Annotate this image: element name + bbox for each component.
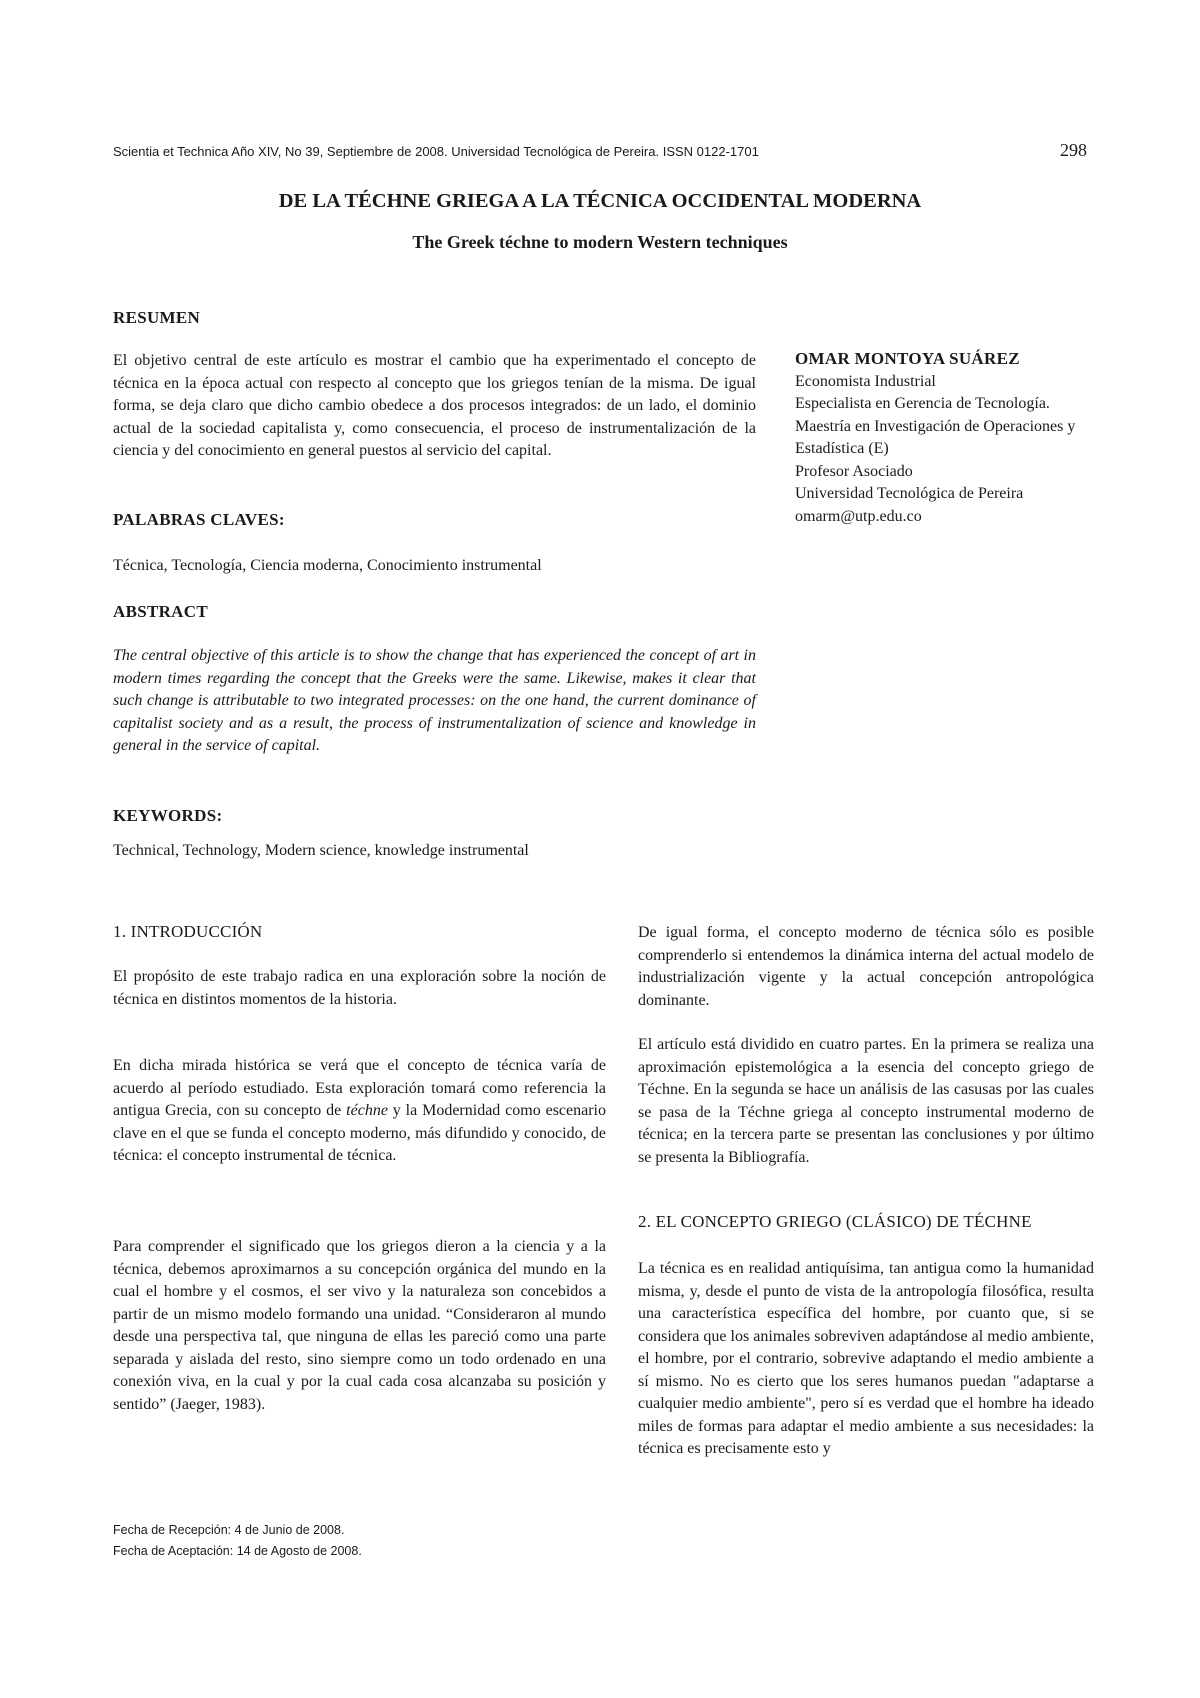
- accepted-date: Fecha de Aceptación: 14 de Agosto de 2008.: [113, 1544, 362, 1558]
- received-date: Fecha de Recepción: 4 de Junio de 2008.: [113, 1523, 345, 1537]
- intro-paragraph-1: El propósito de este trabajo radica en una exploración sobre la noción de técnica en distintos momentos de la historia.: [113, 968, 606, 1008]
- footnote-dates: [113, 1520, 362, 1562]
- intro-p2-start: En dicha mirada histórica se verá que el concepto de técnica varía de acuerdo al período estudiado. Esta exploración tomará como referencia la antigua Grecia, con su concepto de: [113, 1057, 606, 1119]
- author-line: Economista Industrial: [795, 372, 936, 390]
- author-line: Maestría en Investigación de Operaciones y Estadística (E): [795, 417, 1076, 457]
- abstract-heading: ABSTRACT: [113, 602, 208, 621]
- section-2-heading: 2. EL CONCEPTO GRIEGO (CLÁSICO) DE TÉCHNE: [638, 1212, 1032, 1231]
- right-paragraph-1: De igual forma, el concepto moderno de técnica sólo es posible comprenderlo si entendemos la dinámica interna del actual modelo de industrialización vigente y la actual concepción antropológica dominante.: [638, 924, 1094, 1009]
- section-1-heading: 1. INTRODUCCIÓN: [113, 922, 263, 941]
- palabras-claves-text: Técnica, Tecnología, Ciencia moderna, Conocimiento instrumental: [113, 557, 542, 574]
- author-name: OMAR MONTOYA SUÁREZ: [795, 349, 1020, 368]
- palabras-claves-heading: PALABRAS CLAVES:: [113, 510, 285, 529]
- article-title: DE LA TÉCHNE GRIEGA A LA TÉCNICA OCCIDENTAL MODERNA: [278, 190, 922, 212]
- author-info: [795, 348, 1085, 528]
- keywords-text: Technical, Technology, Modern science, knowledge instrumental: [113, 842, 529, 859]
- page-number: 298: [1060, 140, 1087, 160]
- section-2-paragraph: La técnica es en realidad antiquísima, tan antigua como la humanidad misma, y, desde el punto de vista de la antropología filosófica, resulta una característica específica del hombre, por cuanto que, si se considera que los animales sobreviven adaptándose al medio ambiente, el hombre, por el contrario, sobrevive adaptando el medio ambiente a sí mismo. No es cierto que los seres humanos puedan "adaptarse a cualquier medio ambiente", pero sí es verdad que el hombre ha ideado miles de formas para adaptar el medio ambiente a sus necesidades: la técnica es precisamente esto y: [638, 1260, 1094, 1457]
- resumen-heading: RESUMEN: [113, 308, 201, 327]
- keywords-heading: KEYWORDS:: [113, 806, 223, 825]
- author-email: omarm@utp.edu.co: [795, 507, 922, 525]
- journal-header: Scientia et Technica Año XIV, No 39, Septiembre de 2008. Universidad Tecnológica de Pereira. ISSN 0122-1701: [113, 144, 759, 159]
- resumen-text: El objetivo central de este artículo es mostrar el cambio que ha experimentado el concepto de técnica en la época actual con respecto al concepto que los griegos tenían de la misma. De igual forma, se deja claro que dicho cambio obedece a dos procesos integrados: de un lado, el dominio actual de la sociedad capitalista y, como consecuencia, el proceso de instrumentalización de la ciencia y del conocimiento en general puestos al servicio del capital.: [113, 352, 756, 459]
- author-line: Universidad Tecnológica de Pereira: [795, 485, 1024, 502]
- intro-p2-end: y la Modernidad como escenario clave en el que se funda el concepto moderno, más difundido y conocido, de técnica: el concepto instrumental de técnica.: [113, 1102, 607, 1164]
- right-paragraph-2: El artículo está dividido en cuatro partes. En la primera se realiza una aproximación epistemológica a la esencia del concepto griego de Téchne. En la segunda se hace un análisis de las casusas por las cuales se pasa de la Téchne griega al concepto instrumental moderno de técnica; en la tercera parte se presentan las conclusiones y por último se presenta la Bibliografía.: [638, 1036, 1094, 1166]
- author-line: Profesor Asociado: [795, 462, 913, 480]
- intro-paragraph-3: Para comprender el significado que los griegos dieron a la ciencia y a la técnica, debemos aproximarnos a su concepción orgánica del mundo en la cual el hombre y el cosmos, el ser vivo y la naturaleza son concebidos a partir de un mismo modelo formando una unidad. “Consideraron al mundo desde una perspectiva tal, que ninguna de ellas les pareció como una parte separada y aislada del resto, sino siempre como un todo ordenado en una conexión viva, en la cual y por la cual cada cosa alcanzaba su posición y sentido” (Jaeger, 1983).: [113, 1238, 606, 1413]
- author-line: Especialista en Gerencia de Tecnología.: [795, 395, 1050, 412]
- article-subtitle: The Greek téchne to modern Western techniques: [412, 232, 788, 252]
- intro-paragraph-2: [113, 1055, 606, 1168]
- techne-term: téchne: [346, 1102, 388, 1119]
- abstract-text: The central objective of this article is to show the change that has experienced the concept of art in modern times regarding the concept that the Greeks were the same. Likewise, makes it clear that such change is attributable to two integrated processes: on the one hand, the current dominance of capitalist society and as a result, the process of instrumentalization of science and knowledge in general in the service of capital.: [113, 647, 756, 754]
